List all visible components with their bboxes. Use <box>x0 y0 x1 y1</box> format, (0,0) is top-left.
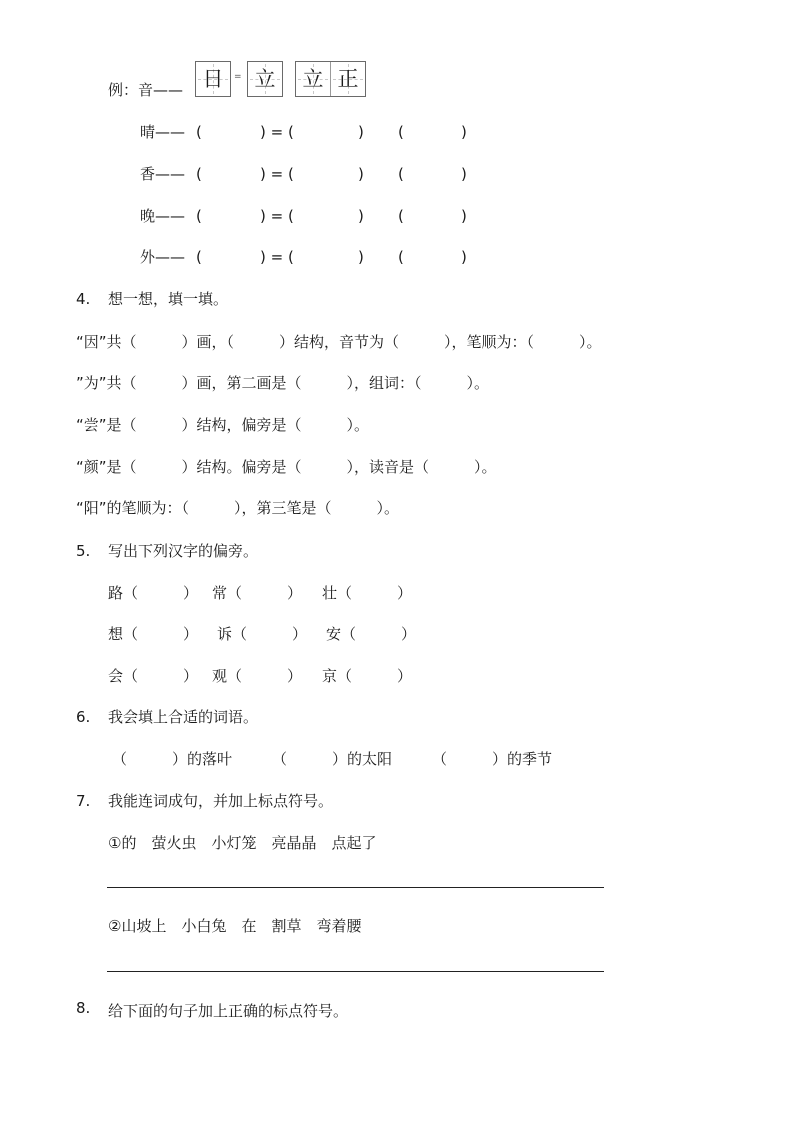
example-box-2-cell: 立 <box>248 62 282 96</box>
split-close-3: ) <box>461 248 467 266</box>
q5-item: 观（ ） <box>212 667 303 685</box>
q6-item: （ ）的季节 <box>432 750 553 768</box>
example-box-2 <box>247 61 283 97</box>
split-mid: ) = ( <box>260 165 294 183</box>
split-char: 晴—— <box>140 123 186 141</box>
example-equals: = <box>234 72 242 82</box>
split-mid: ) = ( <box>260 248 294 266</box>
split-char: 晚—— <box>140 207 186 225</box>
split-open-1: ( <box>196 123 202 141</box>
q5-item: 安（ ） <box>326 625 417 643</box>
q8-title: 给下面的句子加上正确的标点符号。 <box>108 1002 349 1020</box>
q6-title: 我会填上合适的词语。 <box>108 708 259 726</box>
q4-number: 4. <box>76 290 91 308</box>
q4-line-3: “尝”是（ ）结构，偏旁是（ ）。 <box>76 416 370 434</box>
split-char: 外—— <box>140 248 186 266</box>
split-open-1: ( <box>196 165 202 183</box>
q6-item: （ ）的落叶 <box>112 750 233 768</box>
q4-line-4: “颜”是（ ）结构。偏旁是（ ），读音是（ ）。 <box>76 458 497 476</box>
q4-title: 想一想，填一填。 <box>108 290 229 308</box>
example-box-3 <box>295 61 366 97</box>
split-close-2: ) <box>358 207 364 225</box>
split-open-3: ( <box>398 165 404 183</box>
q5-title: 写出下列汉字的偏旁。 <box>108 542 259 560</box>
q4-line-5: “阳”的笔顺为：（ ），第三笔是（ ）。 <box>76 499 400 517</box>
q7-answer-line-2 <box>107 971 604 972</box>
q5-item: 想（ ） <box>108 625 199 643</box>
split-mid: ) = ( <box>260 207 294 225</box>
split-open-3: ( <box>398 123 404 141</box>
split-open-3: ( <box>398 207 404 225</box>
example-label: 例：音—— <box>108 81 184 99</box>
example-box-1 <box>195 61 231 97</box>
split-close-2: ) <box>358 248 364 266</box>
q5-item: 路（ ） <box>108 584 199 602</box>
split-mid: ) = ( <box>260 123 294 141</box>
q8-number: 8. <box>76 999 91 1017</box>
split-close-3: ) <box>461 165 467 183</box>
q7-sentence-2: ②山坡上 小白兔 在 割草 弯着腰 <box>108 917 362 935</box>
q6-number: 6. <box>76 708 91 726</box>
q4-line-1: “因”共（ ）画，（ ）结构，音节为（ ），笔顺为：（ ）。 <box>76 333 602 351</box>
example-box-1-cell: 日 <box>196 62 230 96</box>
split-open-1: ( <box>196 248 202 266</box>
split-close-3: ) <box>461 207 467 225</box>
split-close-3: ) <box>461 123 467 141</box>
q5-item: 京（ ） <box>322 667 413 685</box>
q5-item: 诉（ ） <box>217 625 308 643</box>
split-close-2: ) <box>358 123 364 141</box>
split-open-1: ( <box>196 207 202 225</box>
q7-answer-line-1 <box>107 887 604 888</box>
split-char: 香—— <box>140 165 186 183</box>
q5-item: 会（ ） <box>108 667 199 685</box>
split-close-2: ) <box>358 165 364 183</box>
q5-item: 壮（ ） <box>322 584 413 602</box>
q7-title: 我能连词成句，并加上标点符号。 <box>108 792 334 810</box>
q4-line-2: ”为”共（ ）画，第二画是（ ），组词：（ ）。 <box>76 374 490 392</box>
q5-number: 5. <box>76 542 91 560</box>
q7-sentence-1: ①的 萤火虫 小灯笼 亮晶晶 点起了 <box>108 834 377 852</box>
q6-item: （ ）的太阳 <box>272 750 393 768</box>
q5-item: 常（ ） <box>212 584 303 602</box>
example-box-3-cell-1: 立 <box>296 62 331 96</box>
example-box-3-cell-2: 正 <box>331 62 365 96</box>
q7-number: 7. <box>76 792 91 810</box>
split-open-3: ( <box>398 248 404 266</box>
